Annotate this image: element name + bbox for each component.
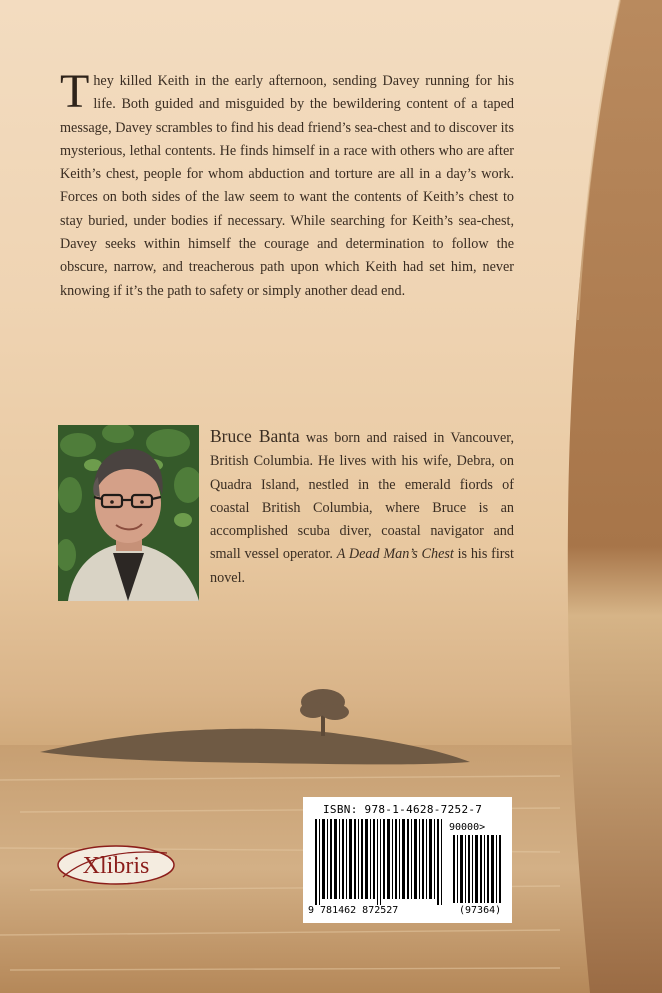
publisher-name: Xlibris [82, 853, 150, 879]
blurb-paragraph [60, 65, 514, 303]
xlibris-logo [55, 843, 177, 887]
barcode-box [303, 797, 512, 923]
barcode-digits: 9 781462 872527 [308, 905, 399, 916]
isbn-label: ISBN: 978-1-4628-7252-7 [323, 803, 483, 816]
book-title: A Dead Man’s Chest [336, 546, 454, 563]
bio-text-part-1: was born and raised in Vancouver, British Columbia. He lives with his wife, Debra, on Quadra Island, nestled in the emerald fiords of coastal British Columbia, where Bruce is an accomplished scuba diver, coastal navigator and small vessel operator. [210, 430, 514, 563]
author-photo [58, 425, 199, 601]
tree [300, 689, 349, 736]
drop-cap: T [60, 65, 90, 118]
bio-text-part-2: is his first novel. [210, 546, 514, 586]
blurb-text: hey killed Keith in the early afternoon, sending Davey running for his life. Both guided and misguided by the bewildering content of a taped message, Davey scrambles to find his dead friend’s sea-chest and to discover its mysterious, lethal contents. He finds himself in a race with others who are after Keith’s chest, people for whom abduction and torture are all in a day’s work. Forces on both sides of the law seem to want the contents of Keith’s chest to stay buried, under bodies if necessary. While searching for Keith’s sea-chest, Davey seeks within himself the courage and determination to follow the obscure, narrow, and treacherous path upon which Keith had set him, never knowing if it’s the path to safety or simply another dead end. [60, 73, 514, 299]
barcode-addon-digits: (97364) [459, 905, 502, 916]
right-wave-band [568, 0, 662, 993]
author-bio [210, 425, 514, 590]
author-name: Bruce Banta [210, 426, 300, 446]
price-code: 90000> [449, 822, 486, 833]
